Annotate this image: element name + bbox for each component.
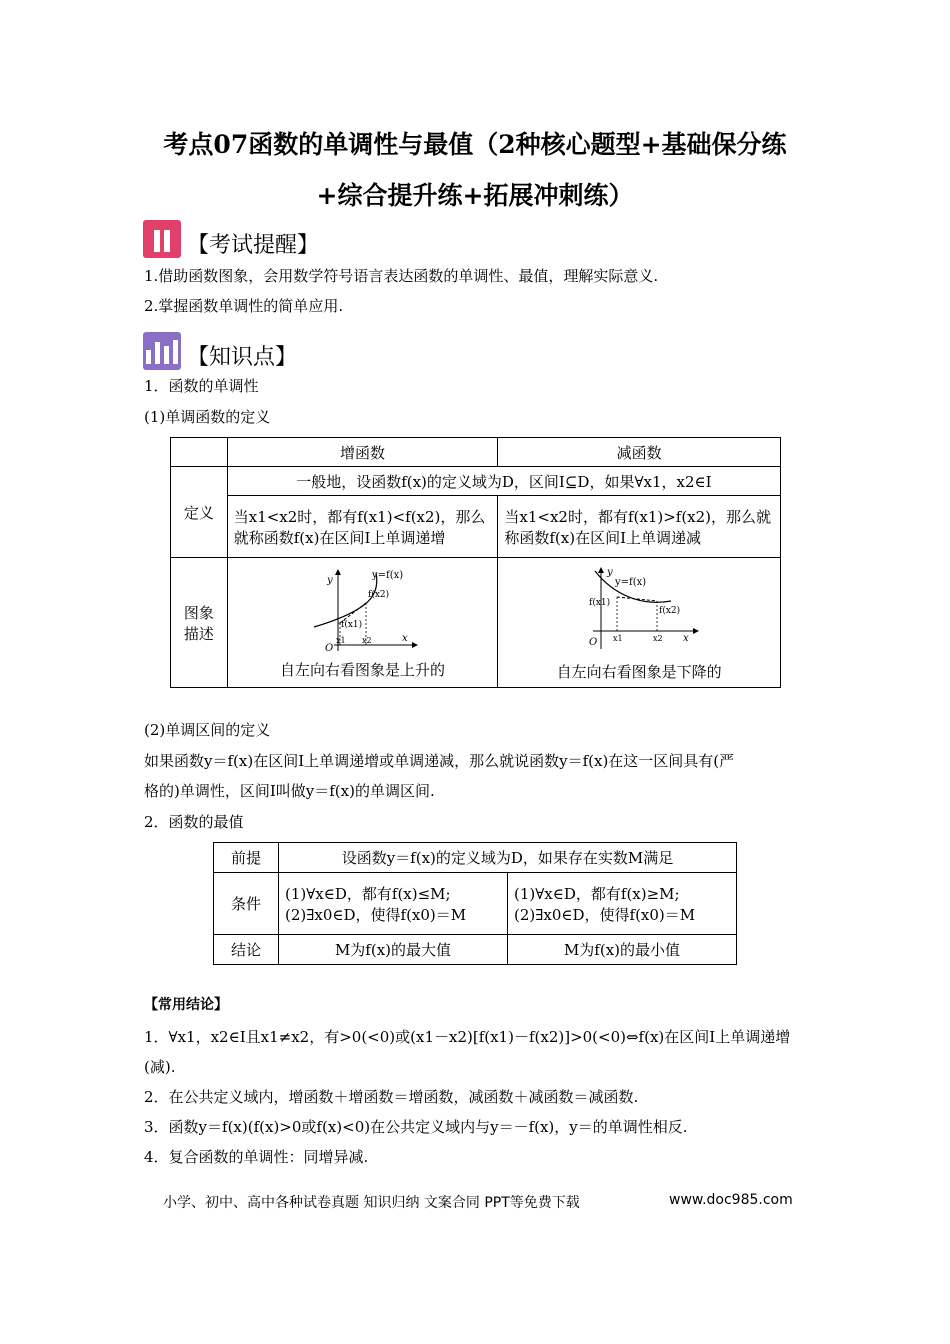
decreasing-definition xyxy=(498,496,781,558)
increasing-def-line2: 就称函数f(x)在区间I上单调递增 xyxy=(233,528,446,547)
decreasing-function-graph xyxy=(579,565,699,651)
exam-reminder-label: 【考试提醒】 xyxy=(187,233,320,258)
monotonic-definition-table xyxy=(170,437,781,688)
increasing-graph-caption: 自左向右看图象是上升的 xyxy=(280,661,446,679)
graph-y-axis-label: y xyxy=(607,567,613,578)
footer-text: 小学、初中、高中各种试卷真题 知识归纳 文案合同 PPT等免费下载 xyxy=(163,1195,580,1211)
row-header-graph xyxy=(171,558,228,688)
conclusions-label: 【常用结论】 xyxy=(144,997,228,1013)
conclusion-item-continued: (减). xyxy=(144,1058,176,1076)
max-condition xyxy=(279,873,508,935)
section-heading: 1．函数的单调性 xyxy=(144,377,259,395)
pause-icon xyxy=(143,220,181,258)
knowledge-label: 【知识点】 xyxy=(187,345,298,370)
min-condition-1: (1)∀x∈D，都有f(x)≥M; xyxy=(514,884,680,903)
footer-link[interactable]: www.doc985.com xyxy=(669,1192,793,1208)
row-header-condition: 条件 xyxy=(214,873,279,935)
max-condition-2: (2)∃x0∈D，使得f(x0)＝M xyxy=(285,905,467,924)
conclusion-item: 3．函数y＝f(x)(f(x)>0或f(x)<0)在公共定义域内与y＝－f(x)，y＝的单调性相反. xyxy=(144,1118,688,1136)
decreasing-def-line1: 当x1<x2时，都有f(x1)>f(x2)，那么就 xyxy=(504,507,772,526)
conclusion-item: 2．在公共定义域内，增函数＋增函数＝增函数，减函数＋减函数＝减函数. xyxy=(144,1088,639,1106)
graph-x-axis-label: x xyxy=(683,633,689,644)
graph-function-label: y=f(x) xyxy=(615,577,647,588)
section-heading: 2．函数的最值 xyxy=(144,813,244,831)
graph-x1-label: x1 xyxy=(613,634,623,643)
min-condition xyxy=(508,873,737,935)
decreasing-graph-caption: 自左向右看图象是下降的 xyxy=(556,663,722,681)
graph-fx2-label: f(x2) xyxy=(659,606,681,616)
common-definition: 一般地，设函数f(x)的定义域为D，区间I⊆D，如果∀x1，x2∈I xyxy=(227,467,780,496)
min-conclusion: M为f(x)的最小值 xyxy=(508,935,737,965)
graph-origin-label: O xyxy=(324,643,333,653)
graph-fx1-label: f(x1) xyxy=(589,598,611,608)
graph-fx1-label: f(x1) xyxy=(340,620,362,630)
reminder-item: 1.借助函数图象，会用数学符号语言表达函数的单调性、最值，理解实际意义. xyxy=(144,267,659,285)
exam-reminder-header xyxy=(143,218,319,259)
increasing-def-line1: 当x1<x2时，都有f(x1)<f(x2)，那么 xyxy=(233,507,486,526)
col-header-decreasing: 减函数 xyxy=(498,438,781,467)
graph-x1-label: x1 xyxy=(335,636,346,645)
premise-text: 设函数y＝f(x)的定义域为D，如果存在实数M满足 xyxy=(279,843,737,873)
row-header-definition: 定义 xyxy=(171,467,228,558)
knowledge-header xyxy=(143,330,297,371)
doc-title-line1: 考点07函数的单调性与最值（2种核心题型+基础保分练 xyxy=(163,130,787,159)
col-header-increasing: 增函数 xyxy=(227,438,498,467)
graph-y-axis-label: y xyxy=(326,575,333,586)
row-header-graph-line1: 图象 xyxy=(183,603,214,622)
min-condition-2: (2)∃x0∈D，使得f(x0)＝M xyxy=(514,905,696,924)
increasing-definition xyxy=(227,496,498,558)
interval-definition-line2: 格的)单调性，区间I叫做y＝f(x)的单调区间. xyxy=(144,782,435,800)
graph-origin-label: O xyxy=(589,637,598,648)
graph-x-axis-label: x xyxy=(401,633,408,644)
doc-title-line2: +综合提升练+拓展冲刺练） xyxy=(316,181,634,210)
row-header-conclusion: 结论 xyxy=(214,935,279,965)
graph-x2-label: x2 xyxy=(361,636,372,645)
subsection-heading: (1)单调函数的定义 xyxy=(144,408,271,426)
extremum-table xyxy=(213,842,737,965)
graph-function-label: y=f(x) xyxy=(371,570,403,581)
graph-x2-label: x2 xyxy=(653,634,663,643)
conclusion-item: 1．∀x1，x2∈I且x1≠x2，有>0(<0)或(x1－x2)[f(x1)－f(x2)]>0(<0)⇔f(x)在区间I上单调递增 xyxy=(144,1028,791,1046)
max-condition-1: (1)∀x∈D，都有f(x)≤M; xyxy=(285,884,451,903)
interval-definition-line1: 如果函数y＝f(x)在区间I上单调递增或单调递减，那么就说函数y＝f(x)在这一区间具有(严 xyxy=(144,752,735,770)
subsection-heading: (2)单调区间的定义 xyxy=(144,721,271,739)
reminder-item: 2.掌握函数单调性的简单应用. xyxy=(144,297,344,315)
row-header-premise: 前提 xyxy=(214,843,279,873)
graph-fx2-label: f(x2) xyxy=(367,590,389,600)
decreasing-graph-cell xyxy=(498,558,781,688)
decreasing-def-line2: 称函数f(x)在区间I上单调递减 xyxy=(504,528,702,547)
increasing-graph-cell xyxy=(227,558,498,688)
bar-chart-icon xyxy=(143,332,181,370)
conclusion-item: 4．复合函数的单调性：同增异减. xyxy=(144,1148,369,1166)
increasing-function-graph xyxy=(308,567,418,653)
max-conclusion: M为f(x)的最大值 xyxy=(279,935,508,965)
row-header-graph-line2: 描述 xyxy=(183,624,214,643)
